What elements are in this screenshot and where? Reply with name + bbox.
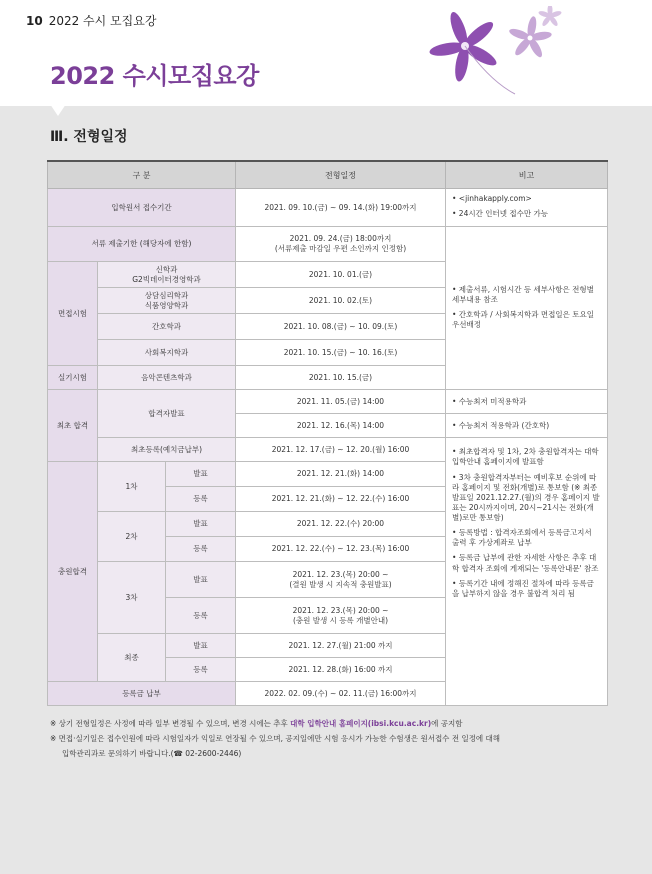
footnote-2-cont: 입학관리과로 문의하기 바랍니다.(☎ 02-2600-2446)	[62, 749, 242, 758]
practical-label: 실기시험	[48, 366, 98, 390]
remark-item: • 등록기간 내에 정해진 절차에 따라 등록금을 납부하지 않을 경우 불합격 처리 됨	[452, 578, 594, 598]
remark-item: • 24시간 인터넷 접수만 가능	[452, 209, 548, 219]
page-header	[0, 0, 652, 106]
remarks-application	[446, 189, 608, 227]
round-register-date: 2021. 12. 28.(화) 16:00 까지	[236, 658, 446, 682]
round-announce-date: 2021. 12. 22.(수) 20:00	[236, 512, 446, 537]
interview-dept-line2: G2빅데이터경영학과	[132, 274, 201, 284]
round-register-date-line1: 2021. 12. 23.(목) 20:00 ~	[292, 605, 389, 615]
table-row	[48, 189, 608, 227]
interview-date: 2021. 10. 01.(금)	[236, 262, 446, 288]
documents-label: 서류 제출기한 (해당자에 한함)	[48, 227, 236, 262]
final-register-date: 2021. 12. 17.(금) ~ 12. 20.(월) 16:00	[236, 438, 446, 462]
table-row	[48, 438, 608, 462]
footnote-1-suffix: 에 공지함	[431, 719, 463, 728]
round-announce-date-line1: 2021. 12. 23.(목) 20:00 ~	[292, 569, 389, 579]
remark-item: • 등록방법 : 합격자조회에서 등록금고지서 출력 후 가상계좌로 납부	[452, 528, 592, 548]
col-header-schedule: 전형일정	[236, 161, 446, 189]
application-label: 입학원서 접수기간	[48, 189, 236, 227]
table-row	[48, 390, 608, 414]
footnotes	[50, 716, 610, 761]
register-label: 등록	[166, 598, 236, 634]
interview-dept-line1: 상담심리학과	[144, 290, 189, 300]
header-notch	[50, 104, 66, 116]
application-date: 2021. 09. 10.(금) ~ 09. 14.(화) 19:00까지	[236, 189, 446, 227]
round-register-date-line2: (충원 발생 시 등록 개별안내)	[292, 615, 389, 625]
col-header-remarks: 비고	[446, 161, 608, 189]
interview-dept	[98, 288, 236, 314]
remarks-registration	[446, 438, 608, 706]
register-label: 등록	[166, 487, 236, 512]
schedule-table	[47, 160, 608, 706]
round-register-date: 2021. 12. 21.(화) ~ 12. 22.(수) 16:00	[236, 487, 446, 512]
announce-label: 발표	[166, 562, 236, 598]
documents-date	[236, 227, 446, 262]
interview-date: 2021. 10. 02.(토)	[236, 288, 446, 314]
interview-dept-line2: 식품영양학과	[144, 300, 189, 310]
register-label: 등록	[166, 658, 236, 682]
round-announce-date-line2: (결원 발생 시 지속적 충원발표)	[289, 579, 392, 589]
round-label: 3차	[98, 562, 166, 634]
documents-date-line2: (서류제출 마감일 우편 소인까지 인정함)	[274, 244, 407, 254]
round-announce-date: 2021. 12. 21.(화) 14:00	[236, 462, 446, 487]
running-header	[26, 12, 156, 29]
interview-date: 2021. 10. 08.(금) ~ 10. 09.(토)	[236, 314, 446, 340]
final-announce-date: 2021. 11. 05.(금) 14:00	[236, 390, 446, 414]
section-title: Ⅲ. 전형일정	[50, 129, 128, 145]
remark-item: • 3차 충원합격자부터는 예비후보 순위에 따라 홈페이지 및 전화(개별)로 통보함 (※ 최종 발표일 2021.12.27.(월)의 경우 홈페이지 발표는 20시까지이며, 20시~21시는 전화(개별)로만 통보함)	[452, 472, 600, 522]
practical-date: 2021. 10. 15.(금)	[236, 366, 446, 390]
payment-label: 등록금 납부	[48, 682, 236, 706]
remark-item: • <jinhakapply.com>	[452, 194, 532, 203]
footnote-1	[50, 716, 610, 731]
practical-dept: 음악콘텐츠학과	[98, 366, 236, 390]
additional-label: 충원합격	[48, 462, 98, 682]
round-register-date	[236, 598, 446, 634]
round-label: 2차	[98, 512, 166, 562]
round-announce-date	[236, 562, 446, 598]
remarks-final2: • 수능최저 적용학과 (간호학)	[446, 414, 608, 438]
interview-dept: 간호학과	[98, 314, 236, 340]
register-label: 등록	[166, 537, 236, 562]
remarks-final1: • 수능최저 미적용학과	[446, 390, 608, 414]
final-label: 최초 합격	[48, 390, 98, 462]
final-register-label: 최초등록(예치금납부)	[98, 438, 236, 462]
remark-item: • 등록금 납부에 관한 자세한 사항은 추후 대학 합격자 조회에 게재되는 '등록안내문' 참조	[452, 553, 599, 573]
round-label: 1차	[98, 462, 166, 512]
round-announce-date: 2021. 12. 27.(월) 21:00 까지	[236, 634, 446, 658]
remark-item: • 제출서류, 시험시간 등 세부사항은 전형별 세부내용 참조	[452, 284, 594, 304]
homepage-link[interactable]: 대학 입학안내 홈페이지(ibsi.kcu.ac.kr)	[290, 719, 432, 728]
payment-date: 2022. 02. 09.(수) ~ 02. 11.(금) 16:00까지	[236, 682, 446, 706]
interview-dept-line1: 신학과	[155, 264, 178, 274]
purple-flower-icon	[420, 6, 570, 96]
table-header-row	[48, 161, 608, 189]
documents-date-line1: 2021. 09. 24.(금) 18:00까지	[289, 234, 392, 244]
remarks-interview	[446, 227, 608, 390]
col-header-category: 구 분	[48, 161, 236, 189]
remark-item: • 최초합격자 및 1차, 2차 충원합격자는 대학 입학안내 홈페이지에 발표함	[452, 447, 599, 467]
interview-dept: 사회복지학과	[98, 340, 236, 366]
running-title: 2022 수시 모집요강	[48, 14, 157, 28]
announce-label: 발표	[166, 512, 236, 537]
final-announce-label: 합격자발표	[98, 390, 236, 438]
interview-label: 면접시험	[48, 262, 98, 366]
round-label: 최종	[98, 634, 166, 682]
table-row	[48, 227, 608, 262]
round-register-date: 2021. 12. 22.(수) ~ 12. 23.(목) 16:00	[236, 537, 446, 562]
remark-item: • 간호학과 / 사회복지학과 면접일은 토요일 우선배정	[452, 309, 595, 329]
footnote-2: ※ 면접·실기일은 접수인원에 따라 시험일자가 익일로 연장될 수 있으며, 공지일에만 시험 응시가 가능한 수험생은 원서접수 전 일정에 대해	[50, 734, 501, 743]
document-title: 2022 수시모집요강	[50, 62, 259, 90]
interview-date: 2021. 10. 15.(금) ~ 10. 16.(토)	[236, 340, 446, 366]
page-number: 10	[26, 14, 43, 28]
final-announce-date: 2021. 12. 16.(목) 14:00	[236, 414, 446, 438]
interview-dept	[98, 262, 236, 288]
announce-label: 발표	[166, 634, 236, 658]
footnote-1-prefix: ※ 상기 전형일정은 사정에 따라 일부 변경될 수 있으며, 변경 시에는 추후	[50, 719, 291, 728]
announce-label: 발표	[166, 462, 236, 487]
